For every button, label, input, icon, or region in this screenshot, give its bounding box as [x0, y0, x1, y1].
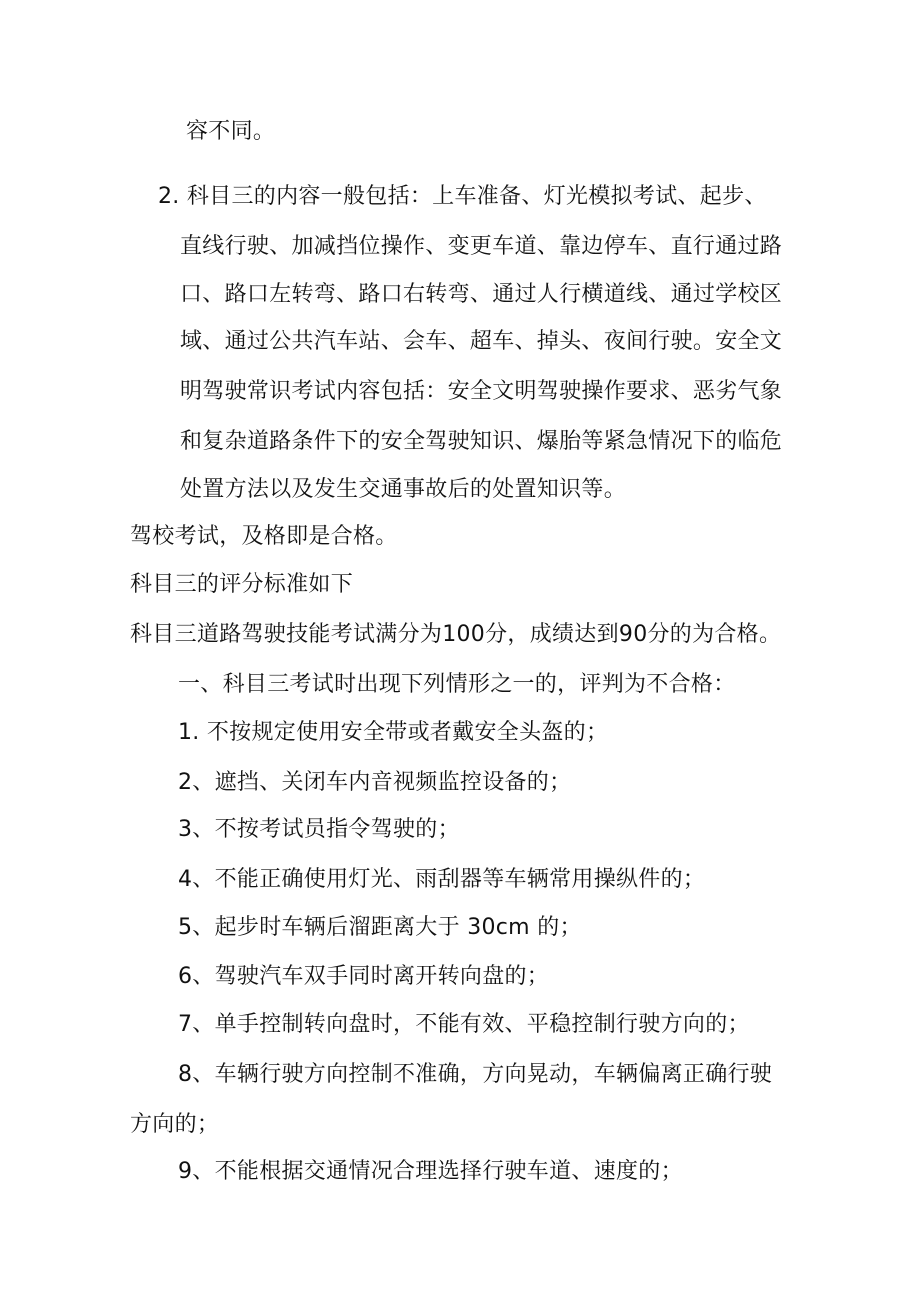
- text-line: 域、通过公共汽车站、会车、超车、掉头、夜间行驶。安全文: [180, 329, 783, 354]
- text-line: 科目三道路驾驶技能考试满分为100分，成绩达到90分的为合格。: [130, 622, 782, 647]
- text-line: 7、单手控制转向盘时，不能有效、平稳控制行驶方向的；: [178, 1012, 750, 1037]
- text-line: 科目三的评分标准如下: [130, 572, 354, 597]
- text-line: 2、遮挡、关闭车内音视频监控设备的；: [178, 770, 572, 795]
- text-line: 6、驾驶汽车双手同时离开转向盘的；: [178, 964, 550, 989]
- text-line: 2. 科目三的内容一般包括：上车准备、灯光模拟考试、起步、: [158, 184, 767, 209]
- text-line: 5、起步时车辆后溜距离大于 30cm 的；: [178, 915, 582, 940]
- text-line: 方向的；: [130, 1112, 220, 1137]
- text-line: 处置方法以及发生交通事故后的处置知识等。: [180, 477, 627, 502]
- text-line: 4、不能正确使用灯光、雨刮器等车辆常用操纵件的；: [178, 867, 706, 892]
- text-line: 3、不按考试员指令驾驶的；: [178, 817, 460, 842]
- text-line: 直线行驶、加减挡位操作、变更车道、靠边停车、直行通过路: [180, 234, 783, 259]
- text-line: 9、不能根据交通情况合理选择行驶车道、速度的；: [178, 1159, 683, 1184]
- text-line: 和复杂道路条件下的安全驾驶知识、爆胎等紧急情况下的临危: [180, 429, 783, 454]
- text-line: 一、科目三考试时出现下列情形之一的，评判为不合格：: [178, 672, 736, 697]
- text-line: 驾校考试，及格即是合格。: [130, 524, 398, 549]
- text-line: 容不同。: [186, 119, 276, 144]
- text-line: 口、路口左转弯、路口右转弯、通过人行横道线、通过学校区: [180, 282, 783, 307]
- text-line: 8、车辆行驶方向控制不准确，方向晃动，车辆偏离正确行驶: [178, 1062, 773, 1087]
- text-line: 明驾驶常识考试内容包括：安全文明驾驶操作要求、恶劣气象: [180, 379, 783, 404]
- text-line: 1. 不按规定使用安全带或者戴安全头盔的；: [178, 720, 609, 745]
